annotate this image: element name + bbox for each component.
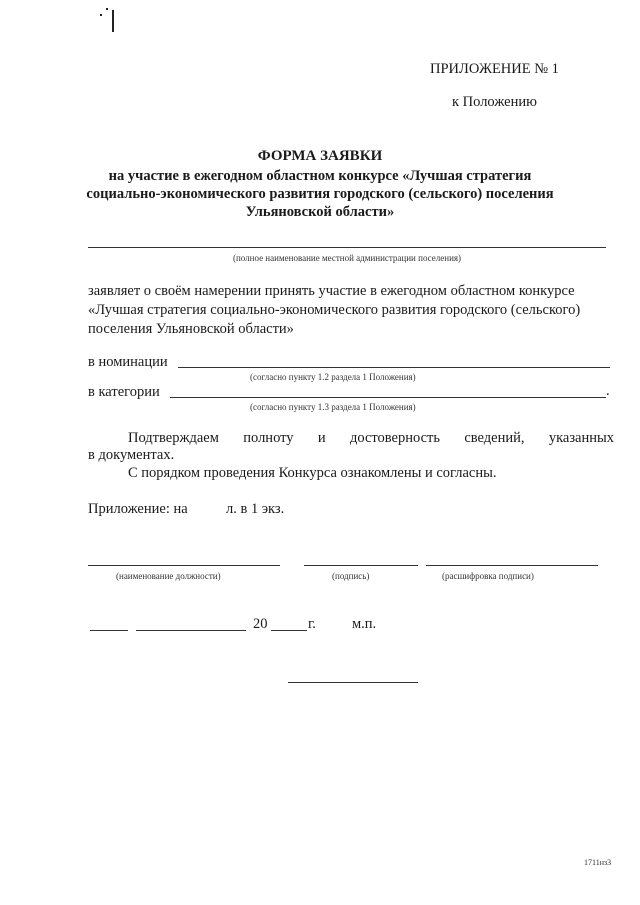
- statement-line-3: поселения Ульяновской области»: [88, 321, 294, 337]
- attachment-rest: л. в 1 экз.: [226, 501, 285, 517]
- category-line[interactable]: [170, 397, 606, 398]
- admin-name-line[interactable]: [88, 247, 606, 248]
- position-caption: (наименование должности): [116, 571, 221, 581]
- stamp-place: м.п.: [352, 616, 377, 632]
- date-year-line[interactable]: [271, 630, 307, 631]
- category-label: в категории: [88, 384, 160, 400]
- scan-dot: [106, 8, 108, 10]
- confirm-word: указанных: [548, 430, 614, 446]
- statement-line-1: заявляет о своём намерении принять участие в ежегодном областном конкурсе: [88, 283, 575, 299]
- confirm-word: Подтверждаем: [128, 430, 219, 446]
- form-subtitle-line-1: на участие в ежегодном областном конкурсе «Лучшая стратегия: [108, 168, 532, 184]
- category-end-mark: .: [606, 383, 610, 399]
- category-caption: (согласно пункту 1.3 раздела 1 Положения): [250, 402, 416, 412]
- nomination-caption: (согласно пункту 1.2 раздела 1 Положения): [250, 372, 416, 382]
- confirm-line-3: С порядком проведения Конкурса ознакомлены и согласны.: [128, 465, 497, 481]
- position-line[interactable]: [88, 565, 280, 566]
- confirm-word: и: [317, 430, 326, 446]
- signature-decode-line[interactable]: [426, 565, 598, 566]
- signature-line[interactable]: [304, 565, 418, 566]
- statement-line-2: «Лучшая стратегия социально-экономического развития городского (сельского): [88, 302, 581, 318]
- confirm-word: достоверность: [349, 430, 440, 446]
- date-year-suffix: г.: [308, 616, 316, 632]
- confirm-word: сведений,: [464, 430, 525, 446]
- scan-dot: [100, 14, 102, 16]
- form-title: ФОРМА ЗАЯВКИ: [257, 148, 383, 164]
- signature-caption: (подпись): [332, 571, 370, 581]
- date-year-prefix: 20: [253, 616, 268, 632]
- appendix-label: ПРИЛОЖЕНИЕ № 1: [430, 61, 559, 77]
- signature-decode-caption: (расшифровка подписи): [442, 571, 534, 581]
- date-day-line[interactable]: [90, 630, 128, 631]
- form-subtitle-line-2: социально-экономического развития городского (сельского) поселения: [86, 186, 554, 202]
- closing-rule: [288, 682, 418, 683]
- confirm-line-1: [128, 430, 614, 447]
- attachment-label: Приложение: на: [88, 501, 188, 517]
- confirm-line-2: в документах.: [88, 447, 175, 463]
- appendix-reference: к Положению: [452, 94, 537, 110]
- admin-name-caption: (полное наименование местной администрации поселения): [232, 253, 462, 263]
- form-subtitle-line-3: Ульяновской области»: [245, 204, 395, 220]
- confirm-word: полноту: [243, 430, 294, 446]
- nomination-line[interactable]: [178, 367, 610, 368]
- footer-code: 1711нз3: [584, 858, 612, 867]
- scan-mark: [112, 10, 114, 32]
- date-month-line[interactable]: [136, 630, 246, 631]
- nomination-label: в номинации: [88, 354, 168, 370]
